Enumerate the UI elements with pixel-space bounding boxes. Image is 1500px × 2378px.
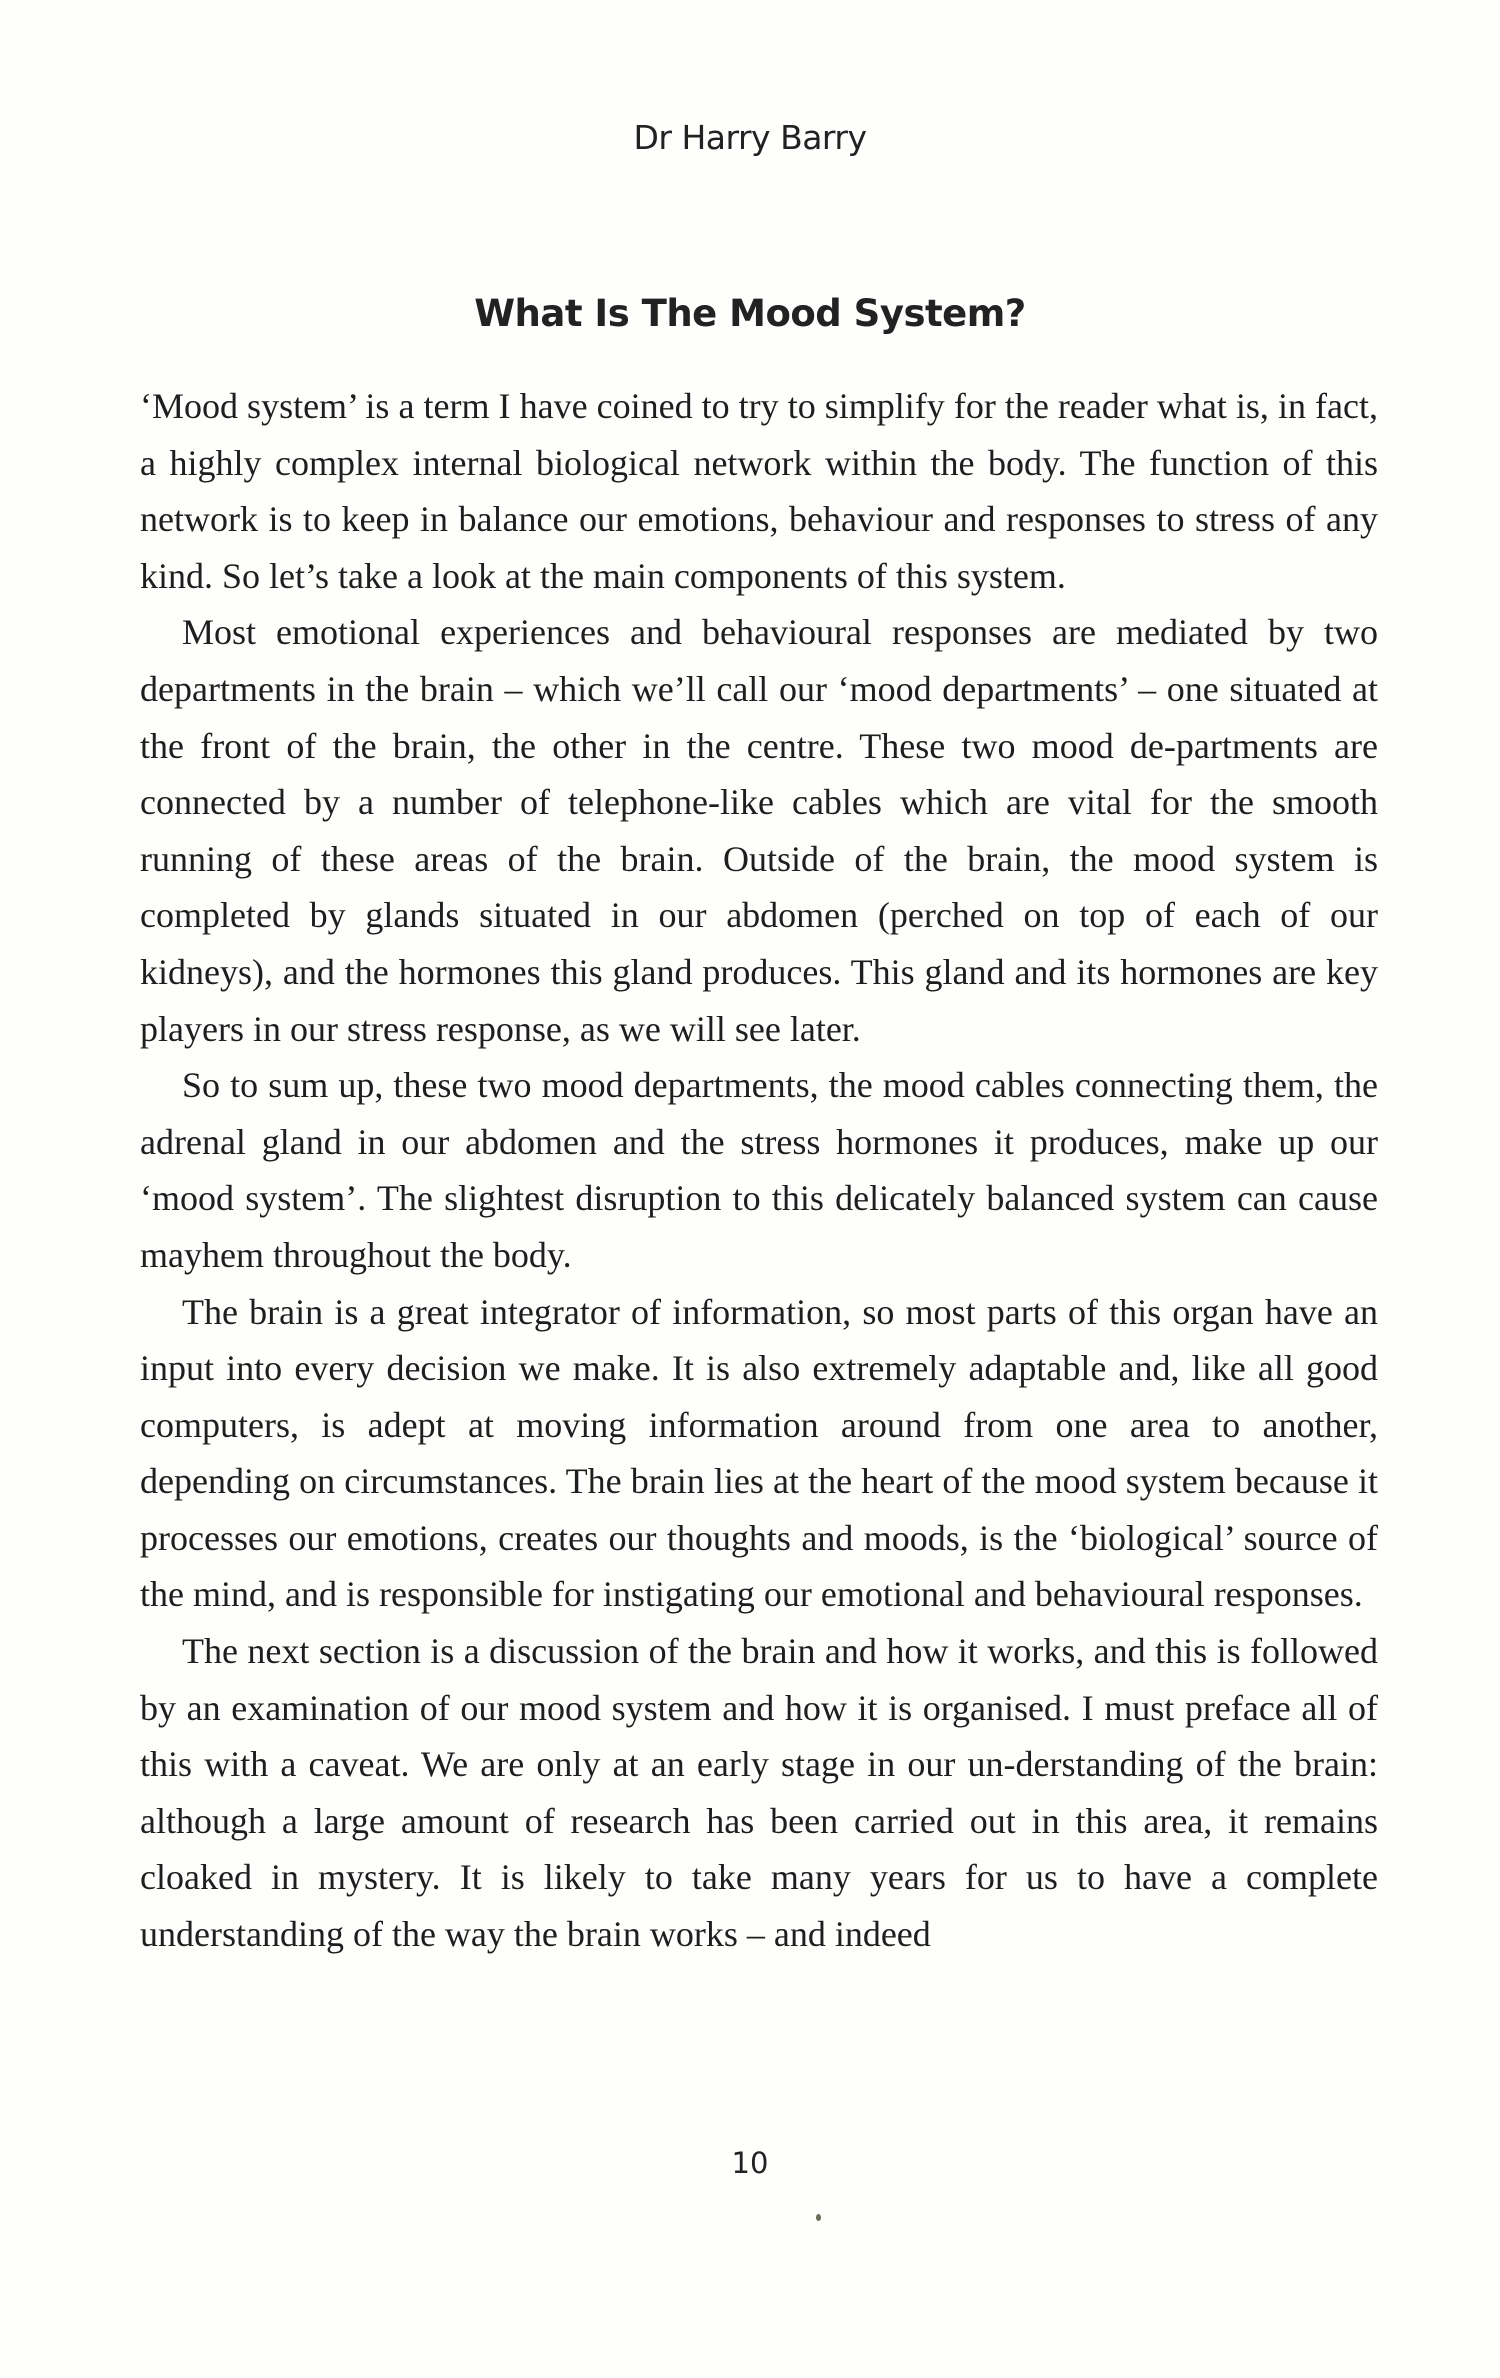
paragraph: Most emotional experiences and behavioural responses are mediated by two departments in the brain – which we’ll call our ‘mood departments’ – one situated at the front of the brain, the other in the centre. These two mood de-partments are connected by a number of telephone-like cables which are vital for the smooth running of these areas of the brain. Outside of the brain, the mood system is completed by glands situated in our abdomen (perched on top of each of our kidneys), and the hormones this gland produces. This gland and its hormones are key players in our stress response, as we will see later. (140, 612, 1378, 1049)
page-number: 10 (731, 2146, 769, 2180)
paragraph: The next section is a discussion of the brain and how it works, and this is followed by an examination of our mood system and how it is organised. I must preface all of this with a caveat. We are only at an early stage in our un-derstanding of the brain: although a large amount of research has been carried out in this area, it remains cloaked in mystery. It is likely to take many years for us to have a complete understanding of the way the brain works – and indeed (140, 1631, 1378, 1955)
scan-speck (816, 2214, 821, 2221)
paragraph: So to sum up, these two mood departments, the mood cables connecting them, the adrenal gland in our abdomen and the stress hormones it produces, make up our ‘mood system’. The slightest disruption to this delicately balanced system can cause mayhem throughout the body. (140, 1065, 1378, 1275)
section-heading: What Is The Mood System? (474, 292, 1026, 335)
paragraph: The brain is a great integrator of information, so most parts of this organ have an input into every decision we make. It is also extremely adaptable and, like all good computers, is adept at moving information around from one area to another, depending on circumstances. The brain lies at the heart of the mood system because it processes our emotions, creates our thoughts and moods, is the ‘biological’ source of the mind, and is responsible for instigating our emotional and behavioural responses. (140, 1291, 1378, 1615)
paragraph: ‘Mood system’ is a term I have coined to try to simplify for the reader what is, in fact, a highly complex internal biological network within the body. The function of this network is to keep in balance our emotions, behaviour and responses to stress of any kind. So let’s take a look at the main components of this system. (140, 386, 1378, 596)
running-head-author: Dr Harry Barry (633, 118, 867, 157)
body-text (140, 378, 1378, 1963)
